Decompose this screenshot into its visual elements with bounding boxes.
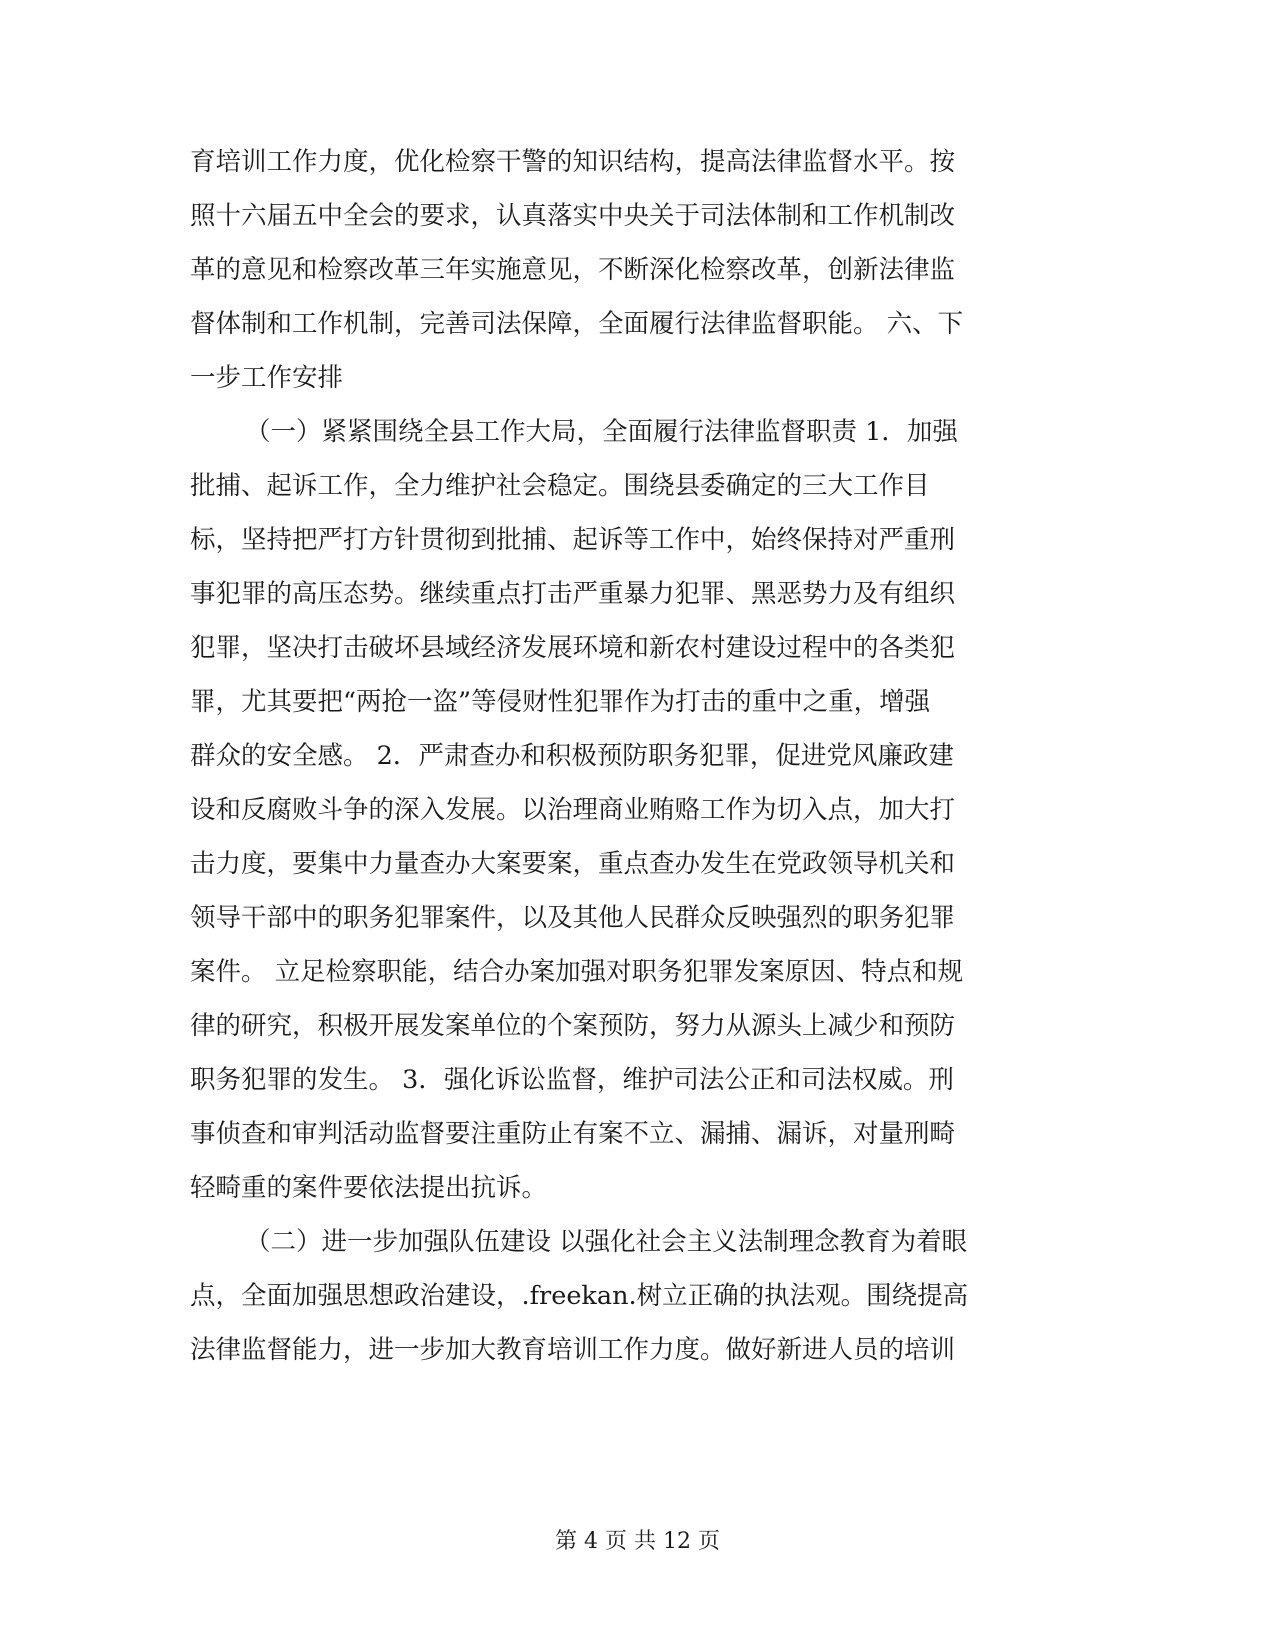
paragraph-line: 督体制和工作机制，完善司法保障，全面履行法律监督职能。 六、下	[190, 309, 964, 339]
paragraph-line: 育培训工作力度，优化检察干警的知识结构，提高法律监督水平。按	[190, 147, 956, 177]
paragraph-line: 事侦查和审判活动监督要注重防止有案不立、漏捕、漏诉，对量刑畸	[190, 1119, 956, 1149]
paragraph-line: 革的意见和检察改革三年实施意见，不断深化检察改革，创新法律监	[190, 255, 956, 285]
section-heading-line: （一）紧紧围绕全县工作大局，全面履行法律监督职责 1．加强	[245, 417, 958, 447]
paragraph-line: 罪，尤其要把“两抢一盗”等侵财性犯罪作为打击的重中之重，增强	[190, 687, 931, 717]
paragraph-line: 领导干部中的职务犯罪案件，以及其他人民群众反映强烈的职务犯罪	[190, 903, 956, 933]
paragraph-line: 轻畸重的案件要依法提出抗诉。	[190, 1173, 548, 1203]
paragraph-line: 击力度，要集中力量查办大案要案，重点查办发生在党政领导机关和	[190, 849, 956, 879]
paragraph-line: 职务犯罪的发生。 3．强化诉讼监督，维护司法公正和司法权威。刑	[190, 1065, 954, 1095]
paragraph-line: 案件。 立足检察职能，结合办案加强对职务犯罪发案原因、特点和规	[190, 957, 964, 987]
paragraph-line: 犯罪，坚决打击破坏县域经济发展环境和新农村建设过程中的各类犯	[190, 633, 956, 663]
paragraph-line: 群众的安全感。 2．严肃查办和积极预防职务犯罪，促进党风廉政建	[190, 741, 954, 771]
paragraph-line: 设和反腐败斗争的深入发展。以治理商业贿赂工作为切入点，加大打	[190, 795, 956, 825]
paragraph-line: 照十六届五中全会的要求，认真落实中央关于司法体制和工作机制改	[190, 201, 956, 231]
paragraph-line: 事犯罪的高压态势。继续重点打击严重暴力犯罪、黑恶势力及有组织	[190, 579, 956, 609]
page-number-footer: 第 4 页 共 12 页	[555, 1529, 720, 1554]
paragraph-line: 批捕、起诉工作，全力维护社会稳定。围绕县委确定的三大工作目	[190, 471, 930, 501]
paragraph-line: 一步工作安排	[190, 363, 344, 393]
paragraph-line: 法律监督能力，进一步加大教育培训工作力度。做好新进人员的培训	[190, 1335, 956, 1365]
paragraph-line: 标，坚持把严打方针贯彻到批捕、起诉等工作中，始终保持对严重刑	[190, 525, 956, 555]
paragraph-line: 点，全面加强思想政治建设，.freekan.树立正确的执法观。围绕提高	[190, 1281, 969, 1311]
section-heading-line: （二）进一步加强队伍建设 以强化社会主义法制理念教育为着眼	[245, 1227, 968, 1257]
paragraph-line: 律的研究，积极开展发案单位的个案预防，努力从源头上减少和预防	[190, 1011, 956, 1041]
